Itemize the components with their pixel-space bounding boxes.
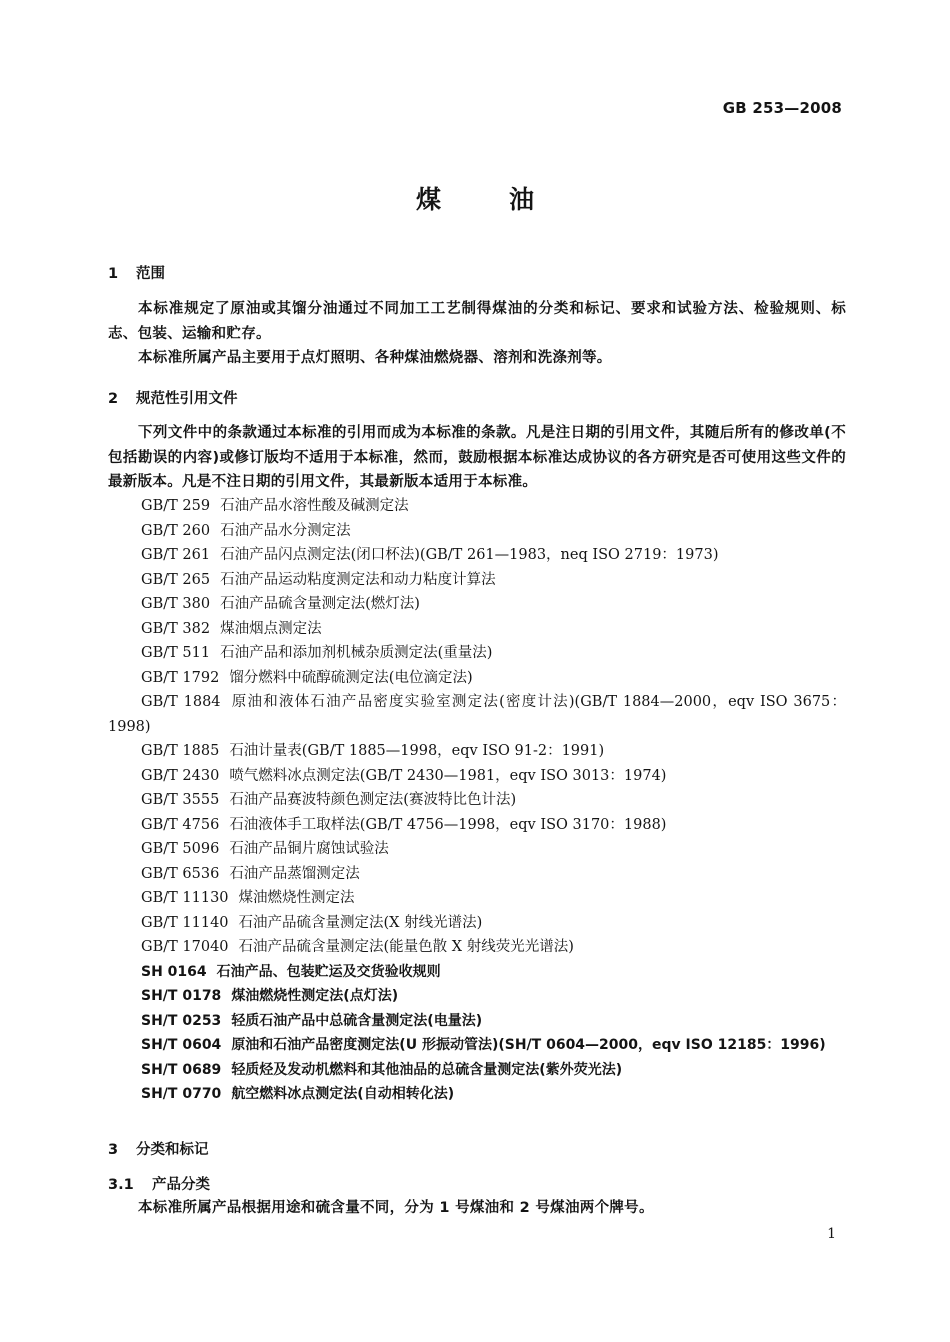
subsection-number: 3.1 [108,1177,134,1193]
section-number: 2 [108,391,119,407]
reference-code: SH/T 0689 [141,1061,222,1078]
reference-title: 石油产品赛波特颜色测定法(赛波特比色计法) [229,792,517,808]
subsection-title: 产品分类 [152,1177,210,1193]
reference-code: GB/T 5096 [141,841,220,857]
reference-code: GB/T 261 [141,547,211,563]
reference-title: 石油液体手工取样法(GB/T 4756—1998，eqv ISO 3170：1988) [229,816,667,833]
standard-code: GB 253—2008 [722,99,842,117]
reference-item [108,641,846,666]
reference-code: SH 0164 [141,963,207,980]
reference-item [108,666,846,691]
section-title: 范围 [136,266,165,282]
reference-code: GB/T 380 [141,596,211,612]
reference-title: 原油和石油产品密度测定法(U 形振动管法)(SH/T 0604—2000，eqv ISO 12185：1996) [231,1037,826,1053]
section-1-heading [108,262,846,283]
reference-title: 煤油燃烧性测定法(点灯法) [231,988,399,1004]
reference-title: 石油产品和添加剂机械杂质测定法(重量法) [220,645,493,661]
reference-item [108,788,846,813]
reference-item [108,1082,846,1107]
section-2-heading [108,387,846,408]
reference-title: 石油产品、包装贮运及交货验收规则 [216,963,441,980]
reference-item [108,935,846,960]
reference-item [108,543,846,568]
reference-item [108,886,846,911]
section-3-heading [108,1138,846,1159]
paragraph: 本标准所属产品主要用于点灯照明、各种煤油燃烧器、溶剂和洗涤剂等。 [138,350,612,366]
reference-item [108,690,846,739]
reference-title: 石油产品运动粘度测定法和动力粘度计算法 [220,571,496,588]
reference-code: GB/T 1884 [141,694,221,710]
paragraph: 本标准规定了原油或其馏分油通过不同加工工艺制得煤油的分类和标记、要求和试验方法、检验规则、标志、包装、运输和贮存。 [108,301,846,342]
reference-title: 原油和液体石油产品密度实验室测定法(密度计法)(GB/T 1884—2000，eqv ISO 3675：1998) [108,694,847,735]
section-1-body [108,297,846,371]
reference-code: GB/T 265 [141,571,211,588]
section-2-intro [108,421,846,495]
page-number: 1 [827,1226,836,1242]
section-title: 规范性引用文件 [136,391,238,407]
reference-item [108,592,846,617]
reference-item [108,568,846,593]
reference-item [108,617,846,642]
reference-item [108,494,846,519]
reference-code: SH/T 0253 [141,1012,222,1029]
reference-item [108,1033,846,1058]
reference-title: 煤油燃烧性测定法 [238,890,355,906]
reference-title: 轻质石油产品中总硫含量测定法(电量法) [231,1012,483,1029]
reference-title: 石油产品蒸馏测定法 [229,865,360,882]
reference-title: 石油产品硫含量测定法(燃灯法) [220,596,420,612]
section-title: 分类和标记 [136,1142,209,1158]
reference-code: SH/T 0604 [141,1037,222,1053]
reference-code: GB/T 4756 [141,816,220,833]
reference-code: GB/T 1792 [141,669,220,686]
reference-code: GB/T 11130 [141,890,229,906]
reference-item [108,960,846,985]
reference-item [108,813,846,838]
reference-code: GB/T 17040 [141,939,229,955]
reference-code: GB/T 3555 [141,792,220,808]
reference-item [108,862,846,887]
reference-title: 石油产品硫含量测定法(X 射线光谱法) [238,914,483,931]
reference-title: 石油产品铜片腐蚀试验法 [229,841,389,857]
subsection-3-1-body [108,1196,846,1221]
reference-code: GB/T 2430 [141,767,220,784]
reference-title: 石油产品闪点测定法(闭口杯法)(GB/T 261—1983，neq ISO 2719：1973) [220,547,719,563]
reference-code: GB/T 6536 [141,865,220,882]
reference-title: 石油产品硫含量测定法(能量色散 X 射线荧光光谱法) [238,939,574,955]
reference-code: GB/T 260 [141,522,211,539]
reference-title: 喷气燃料冰点测定法(GB/T 2430—1981，eqv ISO 3013：1974) [229,767,667,784]
reference-item [108,519,846,544]
section-number: 1 [108,266,119,282]
reference-item [108,1009,846,1034]
reference-list [108,494,846,1107]
reference-title: 石油产品水分测定法 [220,522,351,539]
reference-item [108,1058,846,1083]
subsection-3-1-heading [108,1173,846,1194]
reference-title: 石油计量表(GB/T 1885—1998，eqv ISO 91-2：1991) [229,743,605,759]
paragraph: 下列文件中的条款通过本标准的引用而成为本标准的条款。凡是注日期的引用文件，其随后所有的修改单(不包括勘误的内容)或修订版均不适用于本标准，然而，鼓励根据本标准达成协议的各方研究是否可使用这些文件的最新版本。凡是不注日期的引用文件，其最新版本适用于本标准。 [108,425,846,490]
reference-code: GB/T 511 [141,645,211,661]
reference-item [108,764,846,789]
reference-code: GB/T 259 [141,498,211,514]
reference-code: SH/T 0770 [141,1086,222,1102]
reference-title: 石油产品水溶性酸及碱测定法 [220,498,409,514]
reference-code: GB/T 11140 [141,914,229,931]
reference-item [108,837,846,862]
document-title: 煤油 [415,185,602,214]
reference-item [108,984,846,1009]
reference-code: SH/T 0178 [141,988,222,1004]
paragraph: 本标准所属产品根据用途和硫含量不同，分为 1 号煤油和 2 号煤油两个牌号。 [138,1200,654,1216]
reference-item [108,739,846,764]
section-number: 3 [108,1142,119,1158]
reference-title: 轻质烃及发动机燃料和其他油品的总硫含量测定法(紫外荧光法) [231,1061,623,1078]
reference-code: GB/T 1885 [141,743,220,759]
reference-title: 航空燃料冰点测定法(自动相转化法) [231,1086,455,1102]
reference-code: GB/T 382 [141,620,211,637]
reference-title: 馏分燃料中硫醇硫测定法(电位滴定法) [229,669,473,686]
reference-title: 煤油烟点测定法 [220,620,322,637]
reference-item [108,911,846,936]
